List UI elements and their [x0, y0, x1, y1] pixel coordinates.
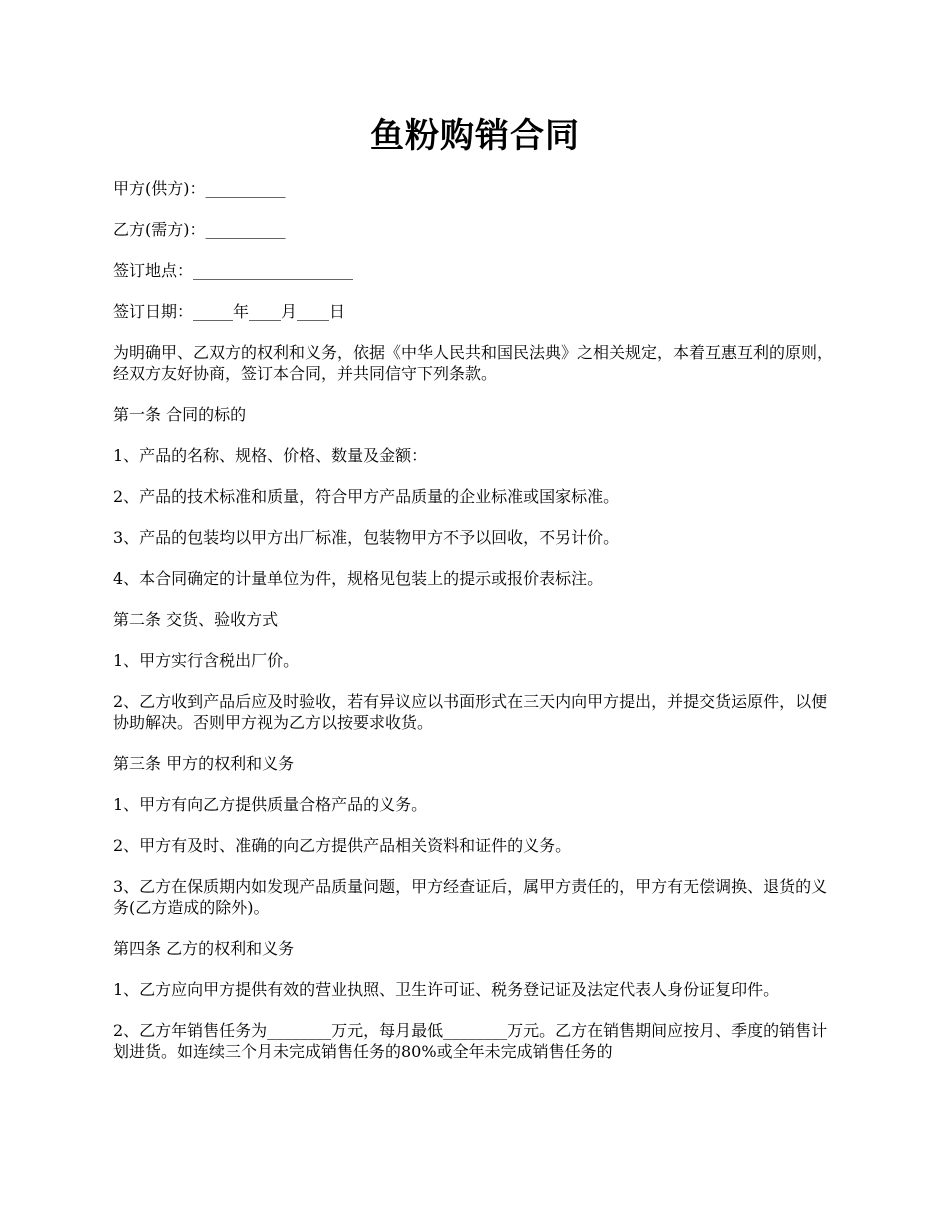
- signing-place-line: 签订地点：____________________: [113, 261, 354, 280]
- article-1-clause-4: 4、本合同确定的计量单位为件，规格见包装上的提示或报价表标注。: [113, 569, 604, 588]
- article-3-clause-3: 3、乙方在保质期内如发现产品质量问题，甲方经查证后，属甲方责任的，甲方有无偿调换、退货的义务(乙方造成的除外)。: [113, 877, 828, 917]
- article-3-heading: 第三条 甲方的权利和义务: [113, 754, 295, 773]
- article-4-clause-1: 1、乙方应向甲方提供有效的营业执照、卫生许可证、税务登记证及法定代表人身份证复印件。: [113, 980, 780, 999]
- article-1-clause-3: 3、产品的包装均以甲方出厂标准，包装物甲方不予以回收，不另计价。: [113, 528, 620, 547]
- article-1-heading: 第一条 合同的标的: [113, 405, 247, 424]
- article-3-clause-2: 2、甲方有及时、准确的向乙方提供产品相关资料和证件的义务。: [113, 836, 572, 855]
- article-4-clause-2: 2、乙方年销售任务为________万元，每月最低________万元。乙方在销售期间应按月、季度的销售计划进货。如连续三个月未完成销售任务的80%或全年未完成销售任务的: [113, 1021, 828, 1061]
- document-title: 鱼粉购销合同: [370, 116, 580, 156]
- party-b-line: 乙方(需方)：__________: [113, 220, 286, 239]
- article-4-heading: 第四条 乙方的权利和义务: [113, 939, 295, 958]
- document-body: [113, 178, 838, 1082]
- article-2-heading: 第二条 交货、验收方式: [113, 610, 279, 629]
- signing-date-line: 签订日期：_____年____月____日: [113, 302, 346, 321]
- article-3-clause-1: 1、甲方有向乙方提供质量合格产品的义务。: [113, 795, 428, 814]
- article-2-clause-2: 2、乙方收到产品后应及时验收，若有异议应以书面形式在三天内向甲方提出，并提交货运原件，以便协助解决。否则甲方视为乙方以按要求收货。: [113, 692, 828, 732]
- party-a-line: 甲方(供方)：__________: [113, 179, 286, 198]
- preamble-paragraph: 为明确甲、乙双方的权利和义务，依据《中华人民共和国民法典》之相关规定，本着互惠互利的原则，经双方友好协商，签订本合同，并共同信守下列条款。: [113, 343, 834, 383]
- article-1-clause-2: 2、产品的技术标准和质量，符合甲方产品质量的企业标准或国家标准。: [113, 487, 620, 506]
- article-1-clause-1: 1、产品的名称、规格、价格、数量及金额：: [113, 446, 428, 465]
- article-2-clause-1: 1、甲方实行含税出厂价。: [113, 651, 300, 670]
